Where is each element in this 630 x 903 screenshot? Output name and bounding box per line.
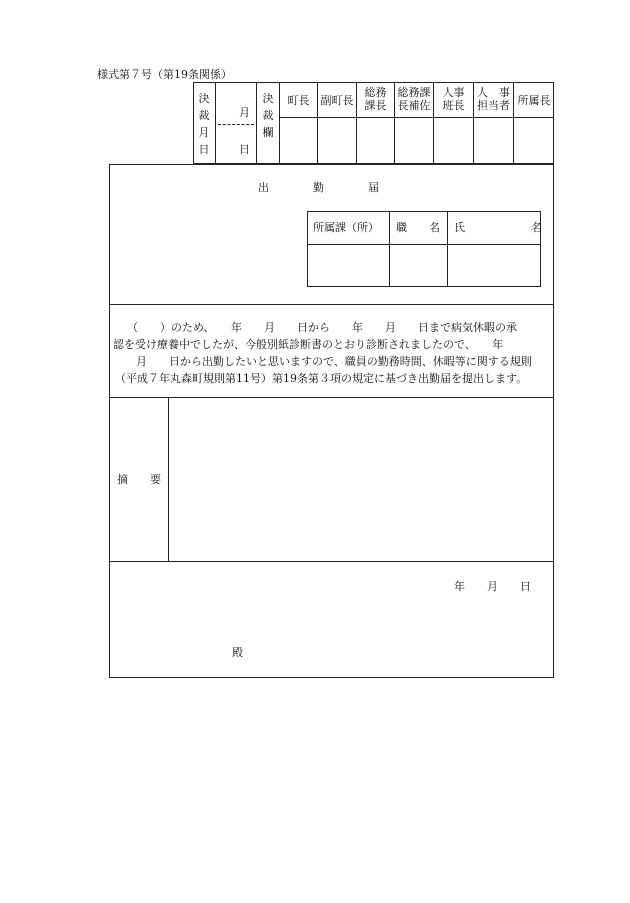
decision-month-label: 月	[239, 106, 250, 119]
header-department-head: 所属長	[517, 94, 551, 107]
stamp-cell-personnel-staff[interactable]	[474, 118, 513, 163]
stamp-cell-personnel-head[interactable]	[434, 118, 473, 163]
notice-line-2: 認を受け療養中でしたが、今般別紙診断書のとおり診断されましたので、 年	[113, 338, 504, 351]
summary-field[interactable]	[169, 398, 553, 560]
stamp-cell-general-affairs-chief[interactable]	[357, 118, 394, 163]
header-general-affairs-assistant: 総務課 長補佐	[397, 86, 431, 112]
addressee-field[interactable]	[120, 640, 230, 660]
notice-line-1: （ ）のため、 年 月 日から 年 月 日まで病気休暇の承	[127, 321, 518, 334]
header-personnel-staff: 人 事 担当者	[477, 86, 510, 112]
decision-day-label: 日	[239, 143, 250, 156]
form-label: 様式第７号（第19条関係）	[97, 68, 232, 81]
header-general-affairs-chief: 総務 課長	[364, 86, 387, 112]
summary-label: 摘 要	[117, 473, 161, 486]
notice-line-4: （平成７年丸森町規則第11号）第19条第３項の規定に基づき出勤届を提出します。	[115, 372, 528, 385]
department-header: 所属課（所）	[313, 221, 379, 234]
decision-date-label: 決裁月日	[198, 92, 210, 156]
header-deputy-mayor: 副町長	[320, 94, 354, 107]
stamp-cell-deputy-mayor[interactable]	[318, 118, 356, 163]
stamp-cell-general-affairs-assistant[interactable]	[395, 118, 433, 163]
name-header: 氏 名	[454, 221, 542, 234]
form-title: 出 勤 届	[258, 181, 379, 194]
name-field[interactable]	[448, 245, 540, 286]
notice-line-3: 月 日から出勤したいと思いますので、職員の勤務時間、休暇等に関する規則	[125, 355, 532, 368]
decision-column-label: 決裁欄	[262, 92, 274, 139]
department-field[interactable]	[308, 245, 389, 286]
position-header: 職 名	[396, 221, 440, 234]
notice-body	[113, 319, 532, 387]
submission-date: 年 月 日	[454, 580, 531, 593]
position-field[interactable]	[390, 245, 447, 286]
header-mayor: 町長	[287, 94, 310, 107]
stamp-cell-department-head[interactable]	[514, 118, 554, 163]
addressee-suffix: 殿	[232, 646, 243, 659]
header-personnel-head: 人事 班長	[442, 86, 465, 112]
stamp-cell-mayor[interactable]	[280, 118, 317, 163]
